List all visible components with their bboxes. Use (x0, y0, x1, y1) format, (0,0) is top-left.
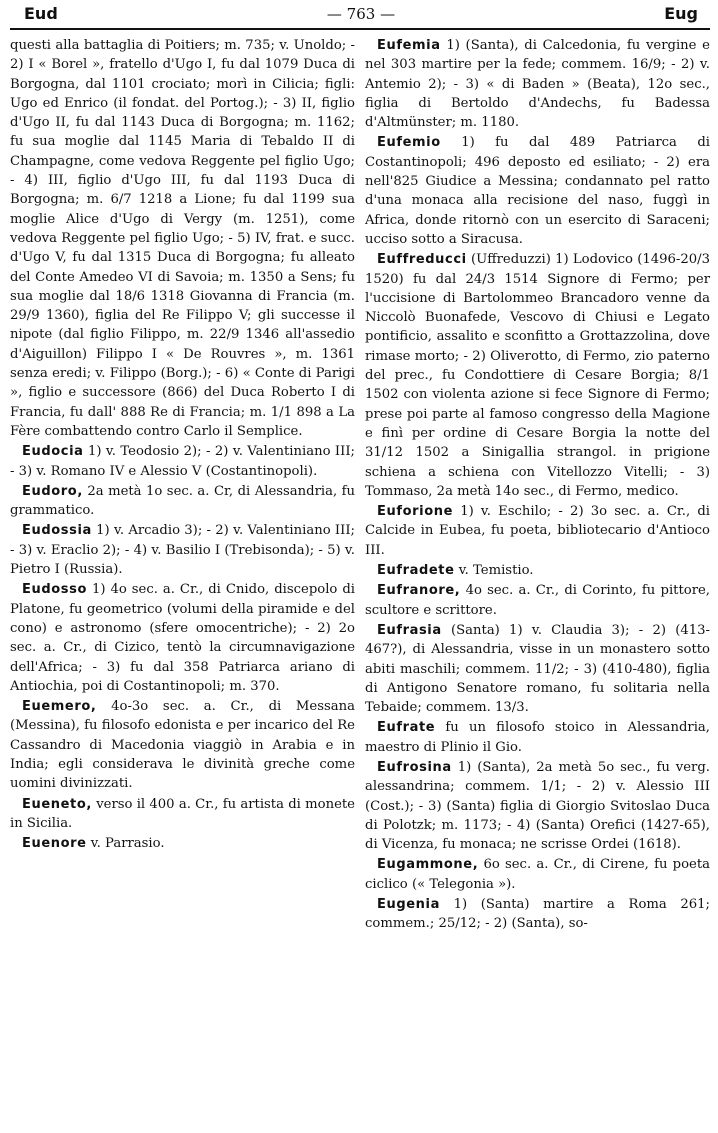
entry-text: 4o sec. a. Cr., di Corinto, fu pittore, scultore e scrittore. (365, 583, 710, 618)
entry-text: 1) (Santa), di Calcedonia, fu vergine e nel 303 martire per la fede; commem. 16/9; - 2) v. Antemio 2); - 3) « di Baden » (Beata), 12o sec., figlia di Bertoldo d'Andechs, fu Badessa d'Altmünster; m. 1180. (365, 38, 710, 131)
entry-headword: Eudossia (22, 523, 92, 539)
text-columns (10, 36, 710, 935)
left-column (10, 36, 355, 854)
dictionary-entry (365, 758, 710, 854)
header-left-guideword: Eud (24, 4, 58, 23)
right-column (365, 36, 710, 935)
header-rule (10, 28, 710, 30)
dictionary-entry (10, 697, 355, 793)
entry-headword: Eudocia (22, 444, 84, 460)
dictionary-entry (10, 580, 355, 696)
entry-headword: Eugenia (377, 897, 440, 913)
dictionary-entry (10, 521, 355, 579)
entry-headword: Eufemio (377, 135, 441, 151)
entry-headword: Eueneto, (22, 796, 92, 812)
entry-headword: Eufrate (377, 720, 436, 736)
entry-text: 1) v. Teodosio 2); - 2) v. Valentiniano III; - 3) v. Romano IV e Alessio V (Costantinopoli). (10, 444, 355, 479)
entry-headword: Eudosso (22, 582, 87, 598)
dictionary-entry (10, 834, 355, 853)
running-header (10, 4, 710, 26)
entry-text: verso il 400 a. Cr., fu artista di monete in Sicilia. (10, 796, 355, 831)
entry-text: 2a metà 1o sec. a. Cr, di Alessandria, fu grammatico. (10, 483, 355, 519)
entry-text: fu un filosofo stoico in Alessandria, maestro di Plinio il Gio. (365, 720, 710, 755)
entry-text: (Uffreduzzi) 1) Lodovico (1496-20/3 1520) fu dal 24/3 1514 Signore di Fermo; per l'uccisione di Bartolommeo Brancadoro venne da Niccolò Buonafede, Vescovo di Chiusi e Legato pontificio, assalito e sconfitto a Grottazzolina, dove rimase morto; - 2) Oliverotto, di Fermo, zio paterno del prec., fu Condottiere di Cesare Borgia; 8/1 1502 con violenta azione si fece Signore di Fermo; prese poi parte al famoso congresso della Magione e finì per ordine di Cesare Borgia la notte del 31/12 1502 a Sinigallia strangol. in prigione schiena a schiena con Vitellozzo Vitelli; - 3) Tommaso, 2a metà 14o sec., di Fermo, medico. (365, 252, 710, 499)
entry-headword: Eufranore, (377, 583, 461, 599)
dictionary-entry (365, 718, 710, 757)
entry-text: 1) (Santa) martire a Roma 261; commem.; 25/12; - 2) (Santa), so- (365, 897, 710, 932)
entry-headword: Eufrosina (377, 759, 452, 775)
page-number: — 763 — (326, 5, 396, 23)
dictionary-entry (10, 36, 355, 441)
entry-text: v. Temistio. (458, 563, 534, 579)
dictionary-entry (365, 561, 710, 580)
dictionary-entry (365, 895, 710, 934)
header-right-guideword: Eug (664, 4, 698, 23)
dictionary-entry (10, 482, 355, 521)
entry-text: 6o sec. a. Cr., di Cirene, fu poeta ciclico (« Telegonia »). (365, 857, 710, 892)
dictionary-entry (10, 795, 355, 834)
dictionary-entry (365, 502, 710, 560)
dictionary-entry (365, 133, 710, 249)
entry-text: 1) 4o sec. a. Cr., di Cnido, discepolo di Platone, fu geometrico (volumi della piramide e del cono) e astronomo (sfere omocentriche); - 2) 2o sec. a. Cr., di Cizico, tentò la circumnavigazione dell'Africa; - 3) fu dal 358 Patriarca ariano di Antiochia, poi di Costantinopoli; m. 370. (10, 582, 355, 694)
dictionary-entry (365, 250, 710, 501)
entry-text: 1) (Santa), 2a metà 5o sec., fu verg. alessandrina; commem. 1/1; - 2) v. Alessio III (Cost.); - 3) (Santa) figlia di Giorgio Svitoslao Duca di Polotzk; m. 1173; - 4) (Santa) Orefici (1427-65), di Vicenza, fu monaca; ne scrisse Ordei (1618). (365, 759, 710, 853)
dictionary-entry (365, 581, 710, 620)
entry-headword: Euemero, (22, 699, 97, 715)
entry-text: (Santa) 1) v. Claudia 3); - 2) (413-467?), di Alessandria, visse in un monastero sotto abiti maschili; commem. 11/2; - 3) (410-480), figlia di Antigono Senatore romano, fu solitaria nella Tebaide; commem. 13/3. (365, 622, 710, 716)
entry-headword: Eugammone, (377, 857, 479, 873)
entry-text: 1) v. Arcadio 3); - 2) v. Valentiniano III; - 3) v. Eraclio 2); - 4) v. Basilio I (Trebisonda); - 5) v. Pietro I (Russia). (10, 523, 355, 578)
entry-headword: Eufemia (377, 38, 441, 53)
entry-headword: Eufradete (377, 563, 455, 579)
dictionary-entry (365, 855, 710, 894)
entry-text: 1) fu dal 489 Patriarca di Costantinopoli; 496 deposto ed esiliato; - 2) era nell'825 Giudice a Messina; condannato pel ratto d'una monaca alla recisione del naso, fuggì in Africa, donde ritornò con un esercito di Saraceni; ucciso sotto a Siracusa. (365, 135, 710, 247)
entry-headword: Euforione (377, 504, 453, 520)
entry-text: 1) v. Eschilo; - 2) 3o sec. a. Cr., di Calcide in Eubea, fu poeta, bibliotecario d'Antioco III. (365, 504, 710, 558)
entry-headword: Eufrasia (377, 622, 442, 638)
entry-text: questi alla battaglia di Poitiers; m. 735; v. Unoldo; - 2) I « Borel », fratello d'Ugo I, fu dal 1079 Duca di Borgogna, dal 1101 crociato; morì in Cilicia; figli: Ugo ed Enrico (il fondat. del Portog.); - 3) II, figlio d'Ugo II, fu dal 1143 Duca di Borgogna; m. 1162; fu sua moglie dal 1145 Maria di Tebaldo II di Champagne, come vedova Reggente pel figlio Ugo; - 4) III, figlio d'Ugo III, fu dal 1193 Duca di Borgogna; m. 6/7 1218 a Lione; fu dal 1199 sua moglie Alice d'Ugo di Vergy (m. 1251), come vedova Reggente pel figlio Ugo; - 5) IV, frat. e succ. d'Ugo V, fu dal 1315 Duca di Borgogna; fu alleato del Conte Amedeo VI di Savoia; m. 1350 a Sens; fu sua moglie dal 18/6 1318 Giovanna di Francia (m. 29/9 1360), figlia del Re Filippo V; gli successe il nipote (dal figlio Filippo, m. 22/9 1346 all'assedio d'Aiguillon) Filippo I « De Rouvres », m. 1361 senza eredi; v. Filippo (Borg.); - 6) « Conte di Parigi », figlio e successore (866) del Duca Roberto I di Francia, fu dall' 888 Re di Francia; m. 1/1 898 a La Fère combattendo contro Carlo il Semplice. (10, 38, 355, 439)
entry-headword: Eudoro, (22, 483, 83, 499)
dictionary-entry (365, 621, 710, 717)
entry-text: v. Parrasio. (90, 836, 165, 852)
dictionary-entry (10, 442, 355, 481)
dictionary-entry (365, 36, 710, 132)
entry-headword: Euffreducci (377, 252, 467, 268)
entry-text: 4o-3o sec. a. Cr., di Messana (Messina), fu filosofo edonista e per incarico del Re Cassandro di Macedonia viaggiò in Arabia e in India; egli considerava le divinità greche come uomini divinizzati. (10, 699, 355, 792)
entry-headword: Euenore (22, 836, 87, 852)
